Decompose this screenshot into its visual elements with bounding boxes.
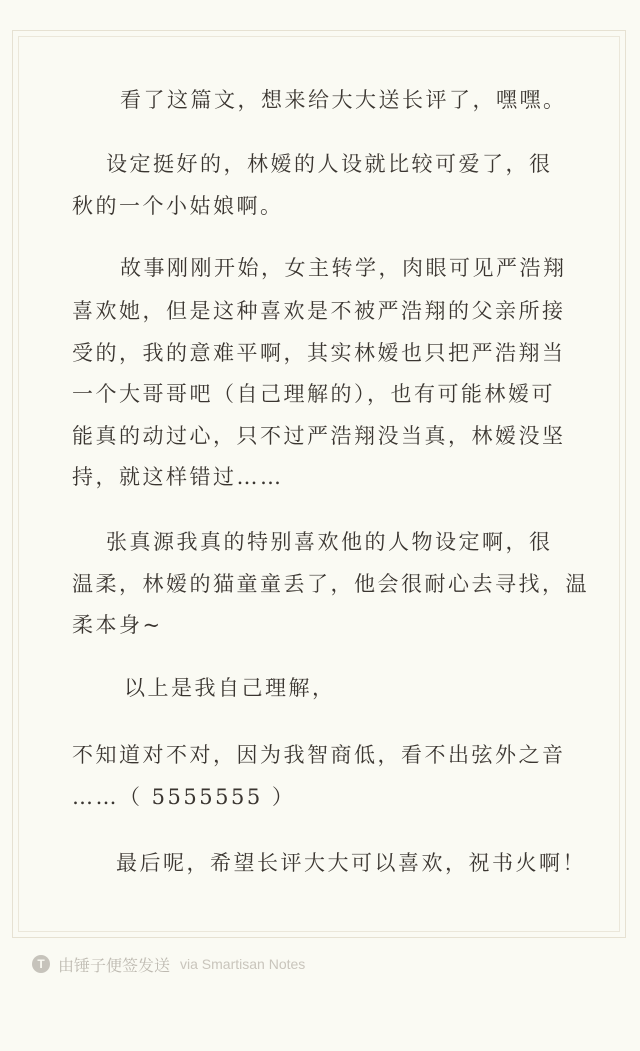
note-line: ……（ 5555555 ） <box>72 785 296 809</box>
smartisan-t-icon: T <box>32 955 50 973</box>
note-line: 最后呢，希望长评大大可以喜欢，祝书火啊！ <box>116 851 586 875</box>
note-line: 看了这篇文，想来给大大送长评了，嘿嘿。 <box>120 88 567 112</box>
note-line: 张真源我真的特别喜欢他的人物设定啊，很 <box>106 530 553 554</box>
sent-via-footer <box>32 952 305 976</box>
note-line: 持，就这样错过…… <box>72 465 284 489</box>
note-line: 不知道对不对，因为我智商低，看不出弦外之音 <box>72 743 566 767</box>
note-line: 喜欢她，但是这种喜欢是不被严浩翔的父亲所接 <box>72 299 566 323</box>
note-line: 能真的动过心，只不过严浩翔没当真，林嫒没坚 <box>72 424 566 448</box>
note-line: 温柔，林嫒的猫童童丢了，他会很耐心去寻找，温 <box>72 572 589 596</box>
note-line: 受的，我的意难平啊，其实林嫒也只把严浩翔当 <box>72 341 566 365</box>
note-line: 柔本身~ <box>72 613 163 637</box>
sent-via-label-en: via Smartisan Notes <box>180 956 306 972</box>
note-line: 设定挺好的，林嫒的人设就比较可爱了，很 <box>106 152 553 176</box>
note-line: 故事刚刚开始，女主转学，肉眼可见严浩翔 <box>120 256 567 280</box>
note-line: 以上是我自己理解， <box>124 676 336 700</box>
note-line: 秋的一个小姑娘啊。 <box>72 194 284 218</box>
sent-via-label-cn: 由锤子便签发送 <box>58 955 171 975</box>
note-line: 一个大哥哥吧（自己理解的），也有可能林嫒可 <box>72 382 555 406</box>
